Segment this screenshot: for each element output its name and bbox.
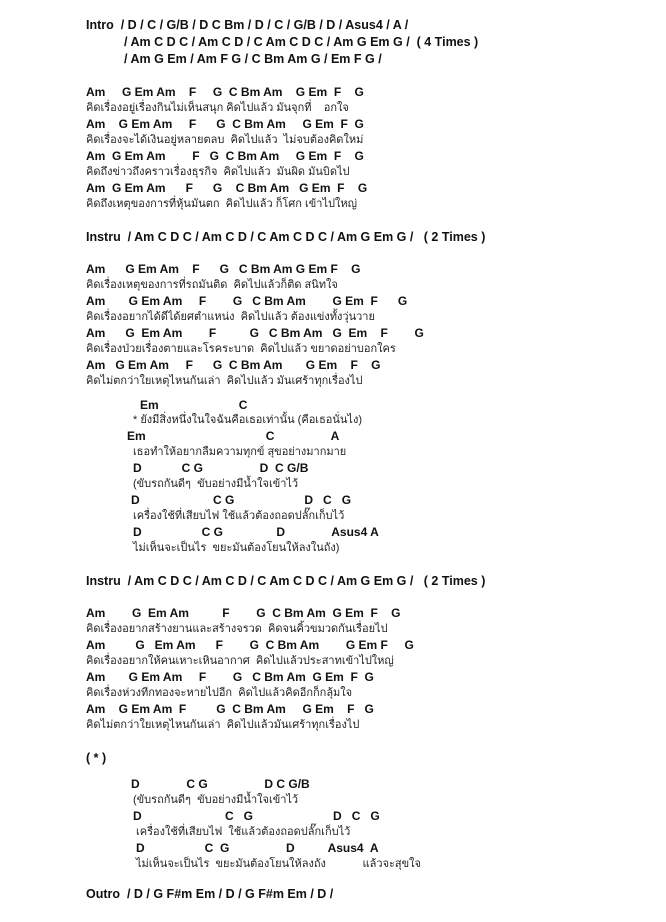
- lyric-line: ไม่เห็นจะเป็นไร ขยะมันต้องโยนให้ลงถัง แล้วจะสุขใจ: [136, 858, 421, 870]
- lyric-line: คิดเรื่องอยากได้ดีได้ยศตำแหน่ง คิดไปแล้ว ต้องแข่งทั้งวุ่นวาย: [86, 311, 375, 323]
- lyric-line: คิดถึงเหตุของการที่หุ้นมันตก คิดไปแล้ว ก็โศก เข้าไปใหญ่: [86, 198, 357, 210]
- intro-line: / Am G Em / Am F G / C Bm Am G / Em F G /: [124, 52, 382, 66]
- outro-line: Outro / D / G F#m Em / D / G F#m Em / D /: [86, 887, 334, 901]
- chord-line: D C G D C G/B: [133, 461, 309, 475]
- chord-line: Am G Em Am F G C Bm Am G Em F G: [86, 117, 364, 131]
- lyric-line: คิดเรื่องอยู่เรื่องกินไม่เห็นสนุก คิดไปแล้ว มันจุกที่ อกใจ: [86, 102, 349, 114]
- lyric-line: คิดเรื่องจะได้เงินอยู่หลายตลบ คิดไปแล้ว ไม่จบต้องคิดใหม่: [86, 134, 364, 146]
- lyric-line: * ยังมีสิ่งหนึ่งในใจฉันคือเธอเท่านั้น (คือเธอนั่นไง): [133, 414, 362, 426]
- chord-line: Am G Em Am F G C Bm Am G Em F G: [86, 638, 414, 652]
- chord-line: Am G Em Am F G C Bm Am G Em F G: [86, 606, 401, 620]
- lyric-line: คิดเรื่องป่วยเรื่องตายและโรคระบาด คิดไปแล้ว ขยาดอย่าบอกใคร: [86, 343, 396, 355]
- lyric-line: เครื่องใช้ที่เสียบไฟ ใช้แล้วต้องถอดปลั๊กเก็บไว้: [133, 510, 345, 522]
- chord-line: Am G Em Am F G C Bm Am G Em F G: [86, 294, 408, 308]
- chord-line: Am G Em Am F G C Bm Am G Em F G: [86, 181, 368, 195]
- lyric-line: คิดไม่ตกว่าใยเหตุไหนกันเล่า คิดไปแล้ว มันเศร้าทุกเรื่องไป: [86, 375, 363, 387]
- chord-line: Am G Em Am F G C Bm Am G Em F G: [86, 670, 374, 684]
- lyric-line: ไม่เห็นจะเป็นไร ขยะมันต้องโยนให้ลงในถัง): [133, 542, 340, 554]
- lyric-line: คิดถึงข่าวถึงคราวเรื่องธุรกิจ คิดไปแล้ว มันผิด มันบิดไป: [86, 166, 350, 178]
- chorus-repeat-marker: ( * ): [86, 751, 107, 765]
- instru-line: Instru / Am C D C / Am C D / C Am C D C / Am G Em G / ( 2 Times ): [86, 230, 486, 244]
- lyric-line: เธอทำให้อยากลืมความทุกข์ สุขอย่างมากมาย: [133, 446, 347, 458]
- instru-line: Instru / Am C D C / Am C D / C Am C D C / Am G Em G / ( 2 Times ): [86, 574, 486, 588]
- chord-line: Am G Em Am F G C Bm Am G Em F G: [86, 358, 381, 372]
- lyric-line: คิดไม่ตกว่าใยเหตุไหนกันเล่า คิดไปแล้วมันเศร้าทุกเรื่องไป: [86, 719, 360, 731]
- chord-line: Am G Em Am F G C Bm Am G Em F G: [86, 149, 364, 163]
- lyric-line: คิดเรื่องเหตุของการที่รถมันติด คิดไปแล้วก็ติด สนิทใจ: [86, 279, 338, 291]
- intro-line: / Am C D C / Am C D / C Am C D C / Am G Em G / ( 4 Times ): [124, 35, 479, 49]
- chord-line: Am G Em Am F G C Bm Am G Em F G: [86, 326, 424, 340]
- lyric-line: (ขับรถกันดีๆ ขับอย่างมีน้ำใจเข้าไว้: [133, 478, 299, 490]
- chord-line: Am G Em Am F G C Bm Am G Em F G: [86, 262, 361, 276]
- chord-line: D C G D C G: [131, 493, 352, 507]
- intro-line: Intro / D / C / G/B / D C Bm / D / C / G/B / D / Asus4 / A /: [86, 18, 409, 32]
- lyric-line: คิดเรื่องอยากสร้างยานและสร้างจรวด คิดจนคิ้วขมวดกันเรื่อยไป: [86, 623, 388, 635]
- chord-line: D C G D Asus4 A: [133, 525, 379, 539]
- lyric-line: คิดเรื่องอยากให้คนเหาะเหินอากาศ คิดไปแล้วประสาทเข้าไปใหญ่: [86, 655, 394, 667]
- chord-line: D C G D C G: [133, 809, 380, 823]
- chord-line: Am G Em Am F G C Bm Am G Em F G: [86, 702, 374, 716]
- chord-line: D C G D Asus4 A: [136, 841, 379, 855]
- chord-line: Em C: [140, 398, 248, 412]
- chord-line: Em C A: [127, 429, 340, 443]
- chord-line: Am G Em Am F G C Bm Am G Em F G: [86, 85, 364, 99]
- lyric-line: (ขับรถกันดีๆ ขับอย่างมีน้ำใจเข้าไว้: [133, 794, 299, 806]
- chord-line: D C G D C G/B: [131, 777, 310, 791]
- lyric-line: คิดเรื่องห่วงทีกทองจะหายไปอีก คิดไปแล้วคิดอีกก็กลุ้มใจ: [86, 687, 353, 699]
- lyric-line: เครื่องใช้ที่เสียบไฟ ใช้แล้วต้องถอดปลั๊กเก็บไว้: [136, 826, 351, 838]
